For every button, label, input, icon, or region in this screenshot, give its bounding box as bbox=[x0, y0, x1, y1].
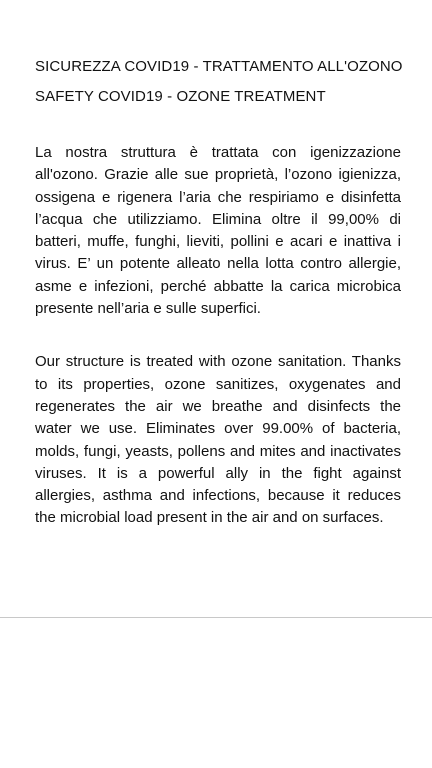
title-italian: SICUREZZA COVID19 - TRATTAMENTO ALL'OZONO bbox=[35, 58, 403, 75]
paragraph-english: Our structure is treated with ozone sanitation. Thanks to its properties, ozone sanitizes, oxygenates and regenerates the air we breathe and disinfects the water we use. Eliminates over 99.00% of bacteria, molds, fungi, yeasts, pollens and mites and inactivates viruses. It is a powerful ally in the fight against allergies, asthma and infections, because it reduces the microbial load present in the air and on surfaces. bbox=[35, 353, 401, 527]
document-body bbox=[35, 54, 401, 530]
page-divider bbox=[0, 617, 432, 618]
title-english: SAFETY COVID19 - OZONE TREATMENT bbox=[35, 88, 326, 105]
paragraph-italian: La nostra struttura è trattata con igenizzazione all'ozono. Grazie alle sue proprietà, l’ozono igienizza, ossigena e rigenera l’aria che respiriamo e disinfetta l’acqua che utilizziamo. Elimina oltre il 99,00% di batteri, muffe, funghi, lieviti, pollini e acari e inattiva i virus. E’ un potente alleato nella lotta contro allergie, asme e infezioni, perché abbatte la carica microbica presente nell’aria e sulle superfici. bbox=[35, 144, 401, 318]
